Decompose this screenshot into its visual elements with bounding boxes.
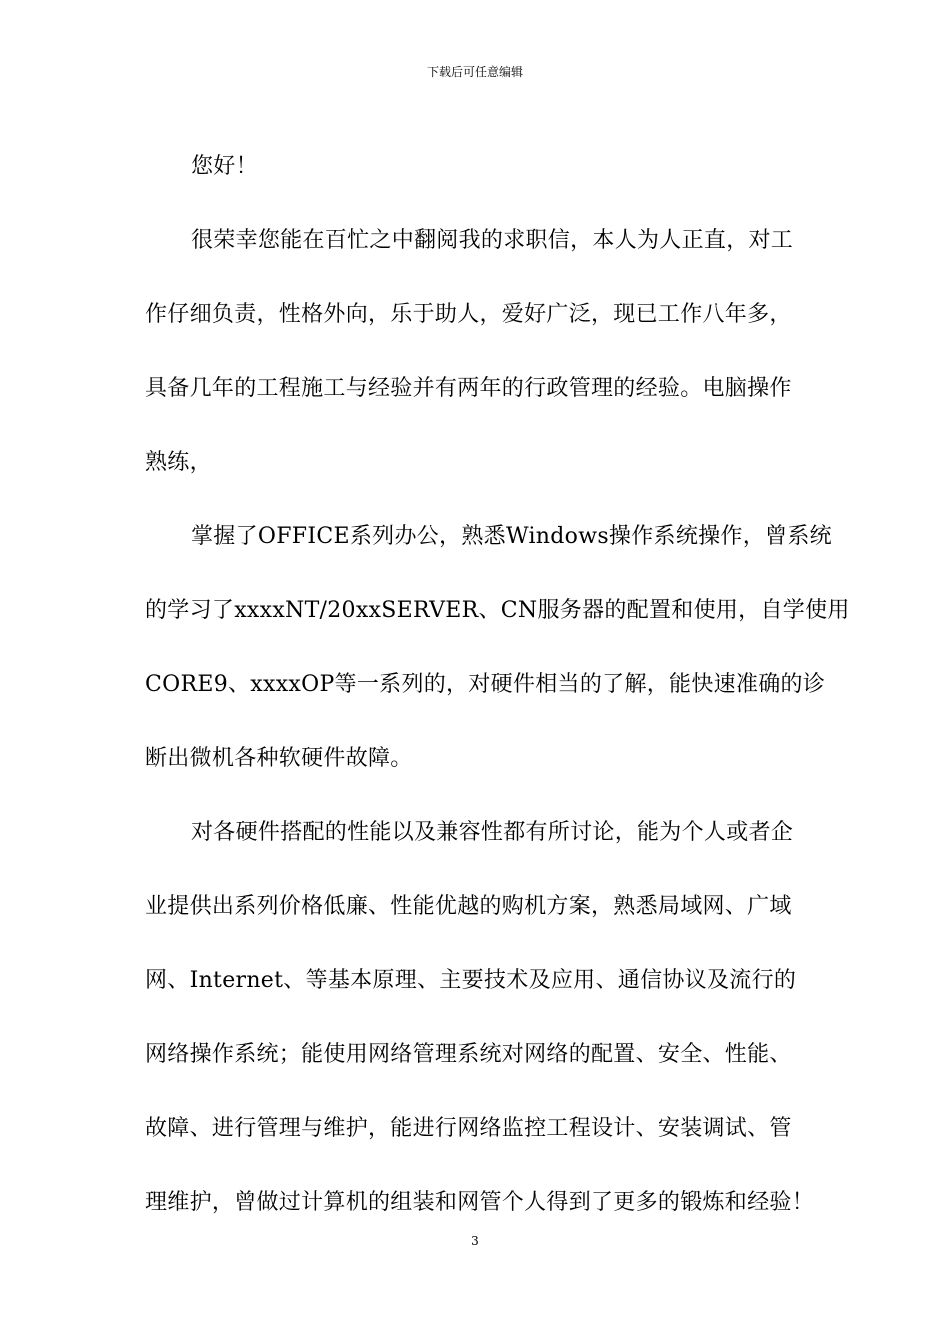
paragraph-line: 熟练，: [145, 450, 212, 475]
paragraph-line: 网络操作系统；能使用网络管理系统对网络的配置、安全、性能、: [145, 1042, 792, 1067]
paragraph-line: CORE9、xxxxOP等一系列的，对硬件相当的了解，能快速准确的诊: [145, 672, 826, 697]
paragraph-line: 对各硬件搭配的性能以及兼容性都有所讨论，能为个人或者企: [191, 820, 794, 845]
paragraph-line: 很荣幸您能在百忙之中翻阅我的求职信，本人为人正直，对工: [191, 228, 794, 253]
paragraph-line: 网、Internet、等基本原理、主要技术及应用、通信协议及流行的: [145, 968, 797, 993]
paragraph-line: 故障、进行管理与维护，能进行网络监控工程设计、安装调试、管: [145, 1116, 792, 1141]
letter-body: [145, 130, 850, 1240]
greeting-line: 您好！: [191, 154, 258, 179]
page-number: 3: [471, 1234, 479, 1248]
paragraph-line: 掌握了OFFICE系列办公，熟悉Windows操作系统操作，曾系统: [191, 524, 832, 549]
paragraph-line: 的学习了xxxxNT/20xxSERVER、CN服务器的配置和使用，自学使用: [145, 598, 850, 623]
paragraph-line: 业提供出系列价格低廉、性能优越的购机方案，熟悉局域网、广域: [145, 894, 792, 919]
paragraph-line: 理维护，曾做过计算机的组装和网管个人得到了更多的锻炼和经验！: [145, 1190, 815, 1215]
page-header: 下载后可任意编辑: [426, 65, 523, 79]
paragraph-line: 具备几年的工程施工与经验并有两年的行政管理的经验。电脑操作: [145, 376, 792, 401]
paragraph-line: 作仔细负责，性格外向，乐于助人，爱好广泛，现已工作八年多，: [145, 302, 792, 327]
paragraph-line: 断出微机各种软硬件故障。: [145, 746, 413, 771]
